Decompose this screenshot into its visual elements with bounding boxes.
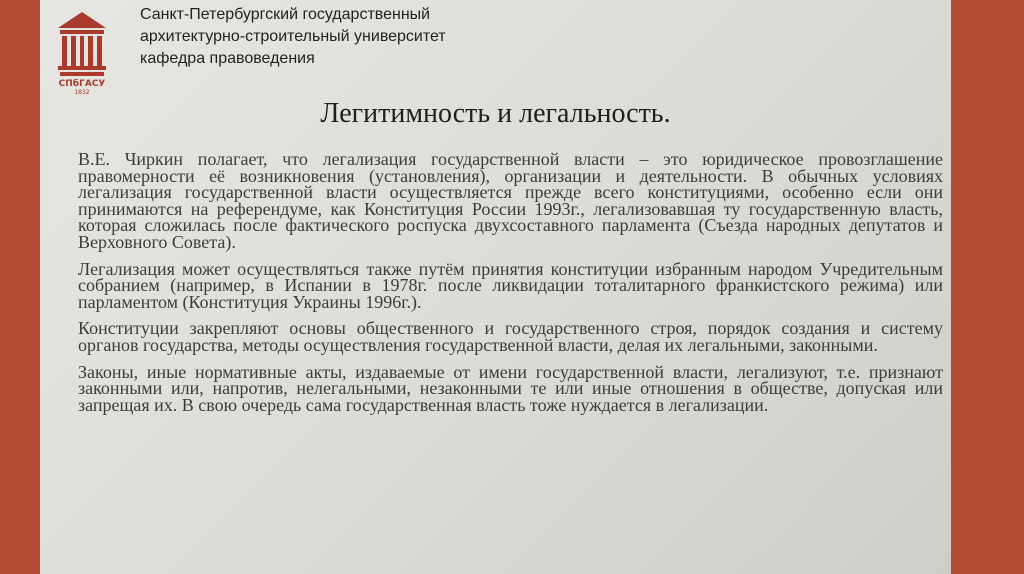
logo-year: 1832 bbox=[74, 89, 90, 96]
slide-title: Легитимность и легальность. bbox=[320, 98, 671, 129]
logo-caption: СПбГАСУ bbox=[58, 79, 106, 89]
slide-body bbox=[78, 151, 943, 423]
header-line-university-2: архитектурно-строительный университет bbox=[140, 28, 446, 45]
header-line-university: Санкт-Петербургский государственный bbox=[140, 6, 431, 23]
university-building-logo bbox=[56, 10, 108, 96]
slide bbox=[40, 0, 951, 574]
university-header bbox=[140, 4, 446, 70]
paragraph-laws: Законы, иные нормативные акты, издаваемые от имени государственной власти, легализуют, т.е. признают законными или, напротив, нелегальными, незаконными те или иные отношения в обществе, допуская или запрещая их. В свою очередь сама государственная власть тоже нуждается в легализации. bbox=[78, 361, 943, 415]
paragraph-chirkin: В.Е. Чиркин полагает, что легализация государственной власти – это юридическое провозглашение правомерности её возникновения (установления), организации и деятельности. В обычных условиях легализация государственной власти осуществляется прежде всего конституциями, особенно если они принимаются на референдуме, как Конституция России 1993г., легализовавшая ту государственную власть, которая сложилась после фактического роспуска двухсоставного парламента (Съезда народных депутатов и Верховного Совета). bbox=[78, 149, 943, 252]
header-line-department: кафедра правоведения bbox=[140, 50, 315, 67]
paragraph-constituent-assembly: Легализация может осуществляться также путём принятия конституции избранным народом Учредительным собранием (например, в Испании в 1978г. после ликвидации тоталитарного франкистского режима) или парламентом (Конституция Украины 1996г.). bbox=[78, 258, 943, 312]
paragraph-constitutions: Конституции закрепляют основы общественного и государственного строя, порядок создания и систему органов государства, методы осуществления государственной власти, делая их легальными, законными. bbox=[78, 318, 943, 355]
